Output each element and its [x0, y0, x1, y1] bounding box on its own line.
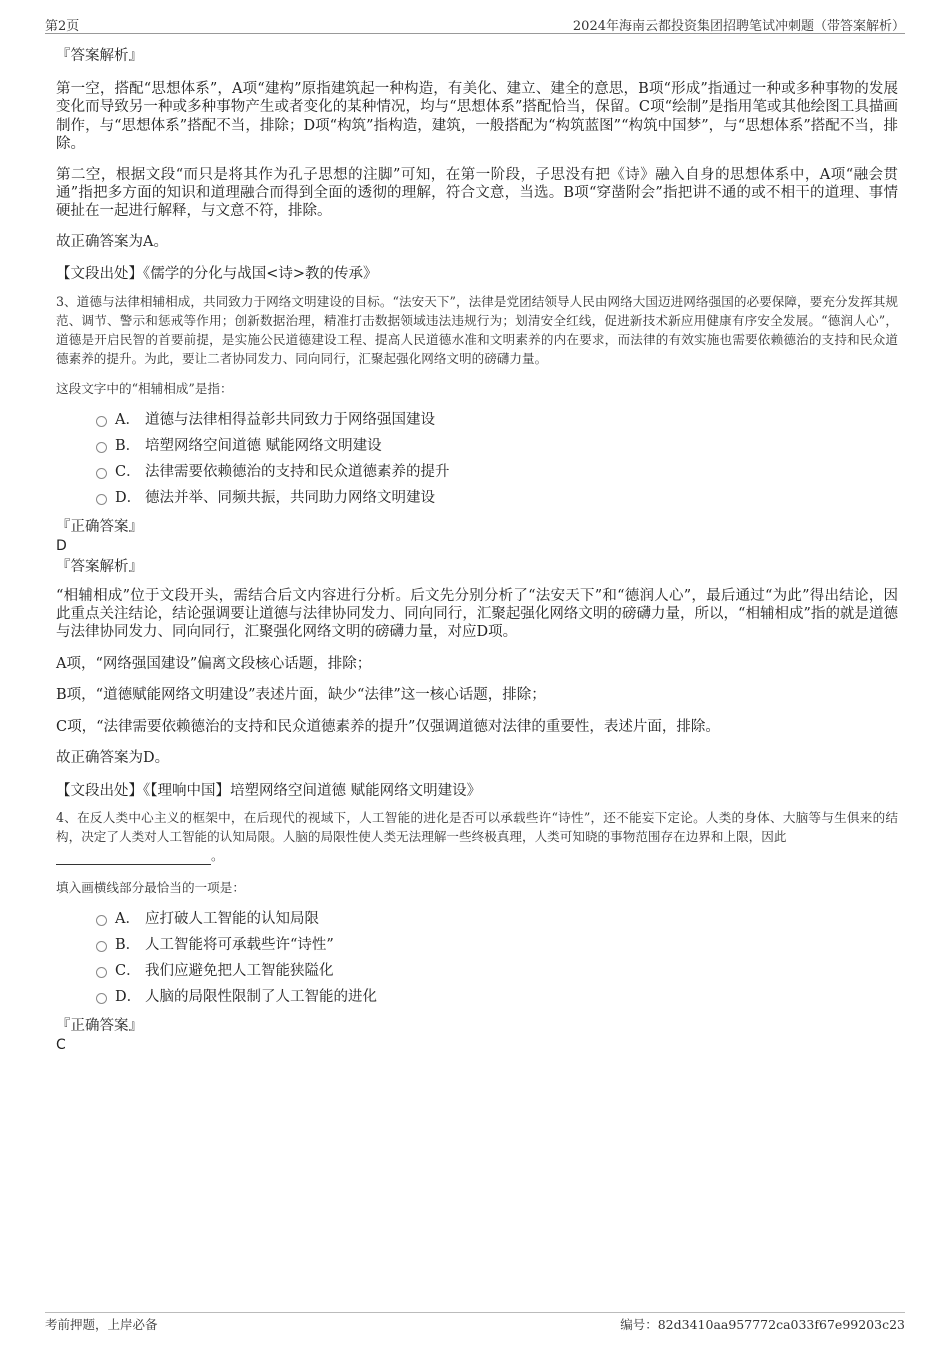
- q3-analysis-para-4: C项，“法律需要依赖德治的支持和民众道德素养的提升”仅强调道德对法律的重要性，表述片面，排除。: [56, 718, 720, 735]
- radio-button-icon[interactable]: [96, 416, 107, 427]
- option-text: 人工智能将可承载些许“诗性”: [145, 936, 334, 953]
- q4-option-c[interactable]: [56, 958, 898, 984]
- option-letter: C．: [115, 962, 141, 979]
- option-text: 我们应避免把人工智能狭隘化: [145, 962, 334, 979]
- q3-answer: D: [56, 537, 67, 554]
- page-header: [45, 13, 905, 34]
- footer-slogan: 考前押题，上岸必备: [45, 1317, 158, 1332]
- option-text: 人脑的局限性限制了人工智能的进化: [145, 988, 377, 1005]
- q3-conclusion: 故正确答案为D。: [56, 750, 170, 767]
- option-letter: B．: [115, 936, 141, 953]
- q4-answer: C: [56, 1036, 66, 1053]
- q4-option-d[interactable]: [56, 984, 898, 1010]
- q3-analysis-para-1: “相辅相成”位于文段开头，需结合后文内容进行分析。后文先分别分析了“法安天下”和“德润人心”，最后通过“为此”得出结论，因此重点关注结论，结论强调要让道德与法律协同发力、同向同行，汇聚起强化网络文明的磅礴力量，所以，“相辅相成”指的就是道德与法律协同发力、同向同行，汇聚强化网络文明的磅礴力量，对应D项。: [56, 587, 898, 641]
- q3-option-c[interactable]: [56, 459, 898, 485]
- q2-analysis-para-2: 第二空，根据文段“而只是将其作为孔子思想的注脚”可知，在第一阶段，子思没有把《诗》融入自身的思想体系中，A项“融会贯通”指把多方面的知识和道理融合而得到全面的透彻的理解，符合文意，当选。B项“穿凿附会”指把讲不通的或不相干的道理、事情硬扯在一起进行解释，与文意不符，排除。: [56, 166, 898, 220]
- option-text: 德法并举、同频共振，共同助力网络文明建设: [145, 489, 435, 506]
- q2-conclusion: 故正确答案为A。: [56, 233, 168, 250]
- option-letter: A．: [115, 411, 140, 428]
- q3-option-a[interactable]: [56, 407, 898, 433]
- radio-button-icon[interactable]: [96, 494, 107, 505]
- radio-button-icon[interactable]: [96, 915, 107, 926]
- radio-button-icon[interactable]: [96, 442, 107, 453]
- q3-answer-label: 『正确答案』: [56, 518, 143, 535]
- option-letter: D．: [115, 988, 142, 1005]
- q3-stem: 3、道德与法律相辅相成，共同致力于网络文明建设的目标。“法安天下”，法律是党团结领导人民由网络大国迈进网络强国的必要保障，要充分发挥其规范、调节、警示和惩戒等作用；创新数据治理，精准打击数据领域违法违规行为；划清安全红线，促进新技术新应用健康有序安全发展。“德润人心”，道德是开启民智的首要前提，是实施公民道德建设工程、提高人民道德水准和文明素养的内在要求，而法律的有效实施也需要依赖德治的支持和民众道德素养的提升。为此，要让二者协同发力、同向同行，汇聚起强化网络文明的磅礴力量。: [56, 293, 898, 366]
- option-letter: C．: [115, 463, 141, 480]
- q4-stem: [56, 808, 898, 865]
- fill-in-blank: [56, 850, 211, 865]
- page-number: 第2页: [45, 19, 80, 34]
- q3-option-b[interactable]: [56, 433, 898, 459]
- option-text: 培塑网络空间道德 赋能网络文明建设: [145, 437, 382, 454]
- q4-answer-label: 『正确答案』: [56, 1017, 143, 1034]
- q3-prompt: 这段文字中的“相辅相成”是指：: [56, 380, 233, 396]
- q3-analysis-para-3: B项，“道德赋能网络文明建设”表述片面，缺少“法律”这一核心话题，排除；: [56, 687, 546, 704]
- q4-prompt: 填入画横线部分最恰当的一项是：: [56, 879, 245, 895]
- q4-options: [56, 906, 898, 1010]
- q2-analysis-label: 『答案解析』: [56, 48, 143, 64]
- option-text: 应打破人工智能的认知局限: [145, 910, 319, 927]
- option-letter: D．: [115, 489, 142, 506]
- q3-option-d[interactable]: [56, 485, 898, 511]
- q4-stem-text: 4、在反人类中心主义的框架中，在后现代的视域下，人工智能的进化是否可以承载些许“诗性”，还不能妄下定论。人类的身体、大脑等与生俱来的结构，决定了人类对人工智能的认知局限。人脑的局限性使人类无法理解一些终极真理，人类可知晓的事物范围存在边界和上限，因此: [56, 809, 898, 844]
- q4-stem-end: 。: [211, 847, 224, 863]
- radio-button-icon[interactable]: [96, 941, 107, 952]
- q3-analysis-label: 『答案解析』: [56, 558, 143, 575]
- option-letter: A．: [115, 910, 140, 927]
- q3-analysis-para-2: A项，“网络强国建设”偏离文段核心话题，排除；: [56, 655, 372, 672]
- q2-analysis-para-1: 第一空，搭配“思想体系”，A项“建构”原指建筑起一种构造，有美化、建立、建全的意思，B项“形成”指通过一种或多种事物的发展变化而导致另一种或多种事物产生或者变化的某种情况，均与“思想体系”搭配恰当，保留。C项“绘制”是指用笔或其他绘图工具描画制作，与“思想体系”搭配不当，排除；D项“构筑”指构造，建筑，一般搭配为“构筑蓝图”“构筑中国梦”，与“思想体系”搭配不当，排除。: [56, 81, 898, 153]
- radio-button-icon[interactable]: [96, 993, 107, 1004]
- option-text: 道德与法律相得益彰共同致力于网络强国建设: [145, 411, 435, 428]
- q3-source: 【文段出处】《【理响中国】培塑网络空间道德 赋能网络文明建设》: [56, 782, 482, 799]
- radio-button-icon[interactable]: [96, 967, 107, 978]
- option-letter: B．: [115, 437, 141, 454]
- q4-option-b[interactable]: [56, 932, 898, 958]
- q4-option-a[interactable]: [56, 906, 898, 932]
- page-content: [56, 46, 898, 1054]
- page-footer: [45, 1312, 905, 1333]
- q2-source: 【文段出处】《儒学的分化与战国<诗>教的传承》: [56, 266, 378, 283]
- q3-options: [56, 407, 898, 511]
- option-text: 法律需要依赖德治的支持和民众道德素养的提升: [145, 463, 450, 480]
- document-title: 2024年海南云都投资集团招聘笔试冲刺题（带答案解析）: [572, 19, 905, 34]
- radio-button-icon[interactable]: [96, 468, 107, 479]
- document-code: 编号：82d3410aa957772ca033f67e99203c23: [620, 1317, 905, 1332]
